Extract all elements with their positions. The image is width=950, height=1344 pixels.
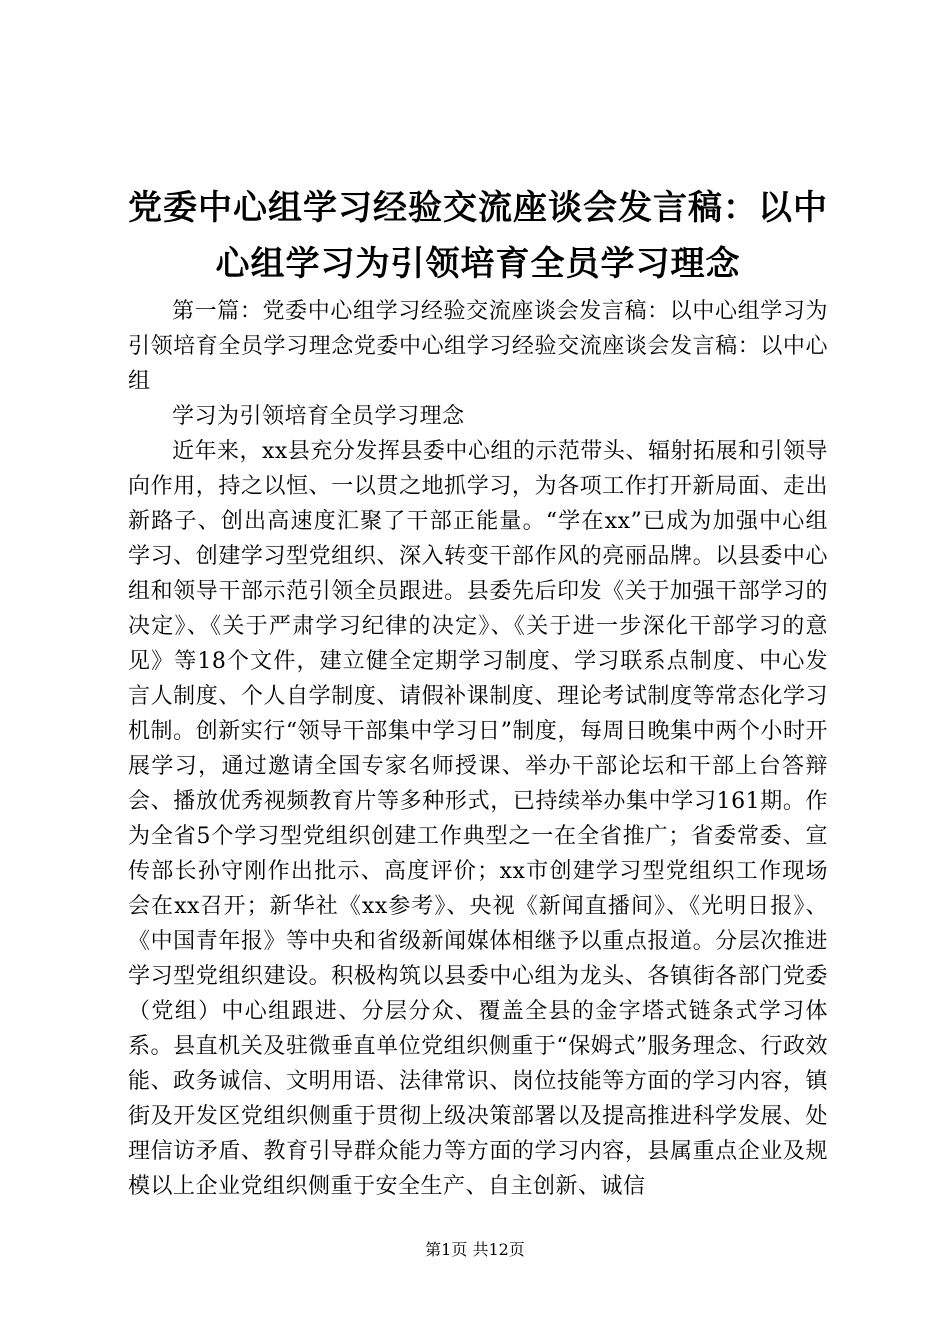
page-number-footer: 第1页 共12页 [425,1240,525,1259]
document-body [128,294,828,1204]
paragraph-main: 近年来，xx县充分发挥县委中心组的示范带头、辐射拓展和引领导向作用，持之以恒、一以贯之地抓学习，为各项工作打开新局面、走出新路子、创出高速度汇聚了干部正能量。“学在xx”已成为加强中心组学习、创建学习型党组织、深入转变干部作风的亮丽品牌。以县委中心组和领导干部示范引领全员跟进。县委先后印发《关于加强干部学习的决定》、《关于严肃学习纪律的决定》、《关于进一步深化干部学习的意见》等18个文件，建立健全定期学习制度、学习联系点制度、中心发言人制度、个人自学制度、请假补课制度、理论考试制度等常态化学习机制。创新实行“领导干部集中学习日”制度，每周日晚集中两个小时开展学习，通过邀请全国专家名师授课、举办干部论坛和干部上台答辩会、播放优秀视频教育片等多种形式，已持续举办集中学习161期。作为全省5个学习型党组织创建工作典型之一在全省推广；省委常委、宣传部长孙守刚作出批示、高度评价；xx市创建学习型党组织工作现场会在xx召开；新华社《xx参考》、央视《新闻直播间》、《光明日报》、《中国青年报》等中央和省级新闻媒体相继予以重点报道。分层次推进学习型党组织建设。积极构筑以县委中心组为龙头、各镇街各部门党委（党组）中心组跟进、分层分众、覆盖全县的金字塔式链条式学习体系。县直机关及驻微垂直单位党组织侧重于“保姆式”服务理念、行政效能、政务诚信、文明用语、法律常识、岗位技能等方面的学习内容，镇街及开发区党组织侧重于贯彻上级决策部署以及提高推进科学发展、处理信访矛盾、教育引导群众能力等方面的学习内容，县属重点企业及规模以上企业党组织侧重于安全生产、自主创新、诚信 [128,439,828,1199]
paragraph-subtitle: 学习为引领培育全员学习理念 [172,404,465,429]
document-title: 党委中心组学习经验交流座谈会发言稿：以中心组学习为引领培育全员学习理念 [128,188,828,284]
paragraph-intro: 第一篇：党委中心组学习经验交流座谈会发言稿：以中心组学习为引领培育全员学习理念党委中心组学习经验交流座谈会发言稿：以中心组 [128,299,828,394]
